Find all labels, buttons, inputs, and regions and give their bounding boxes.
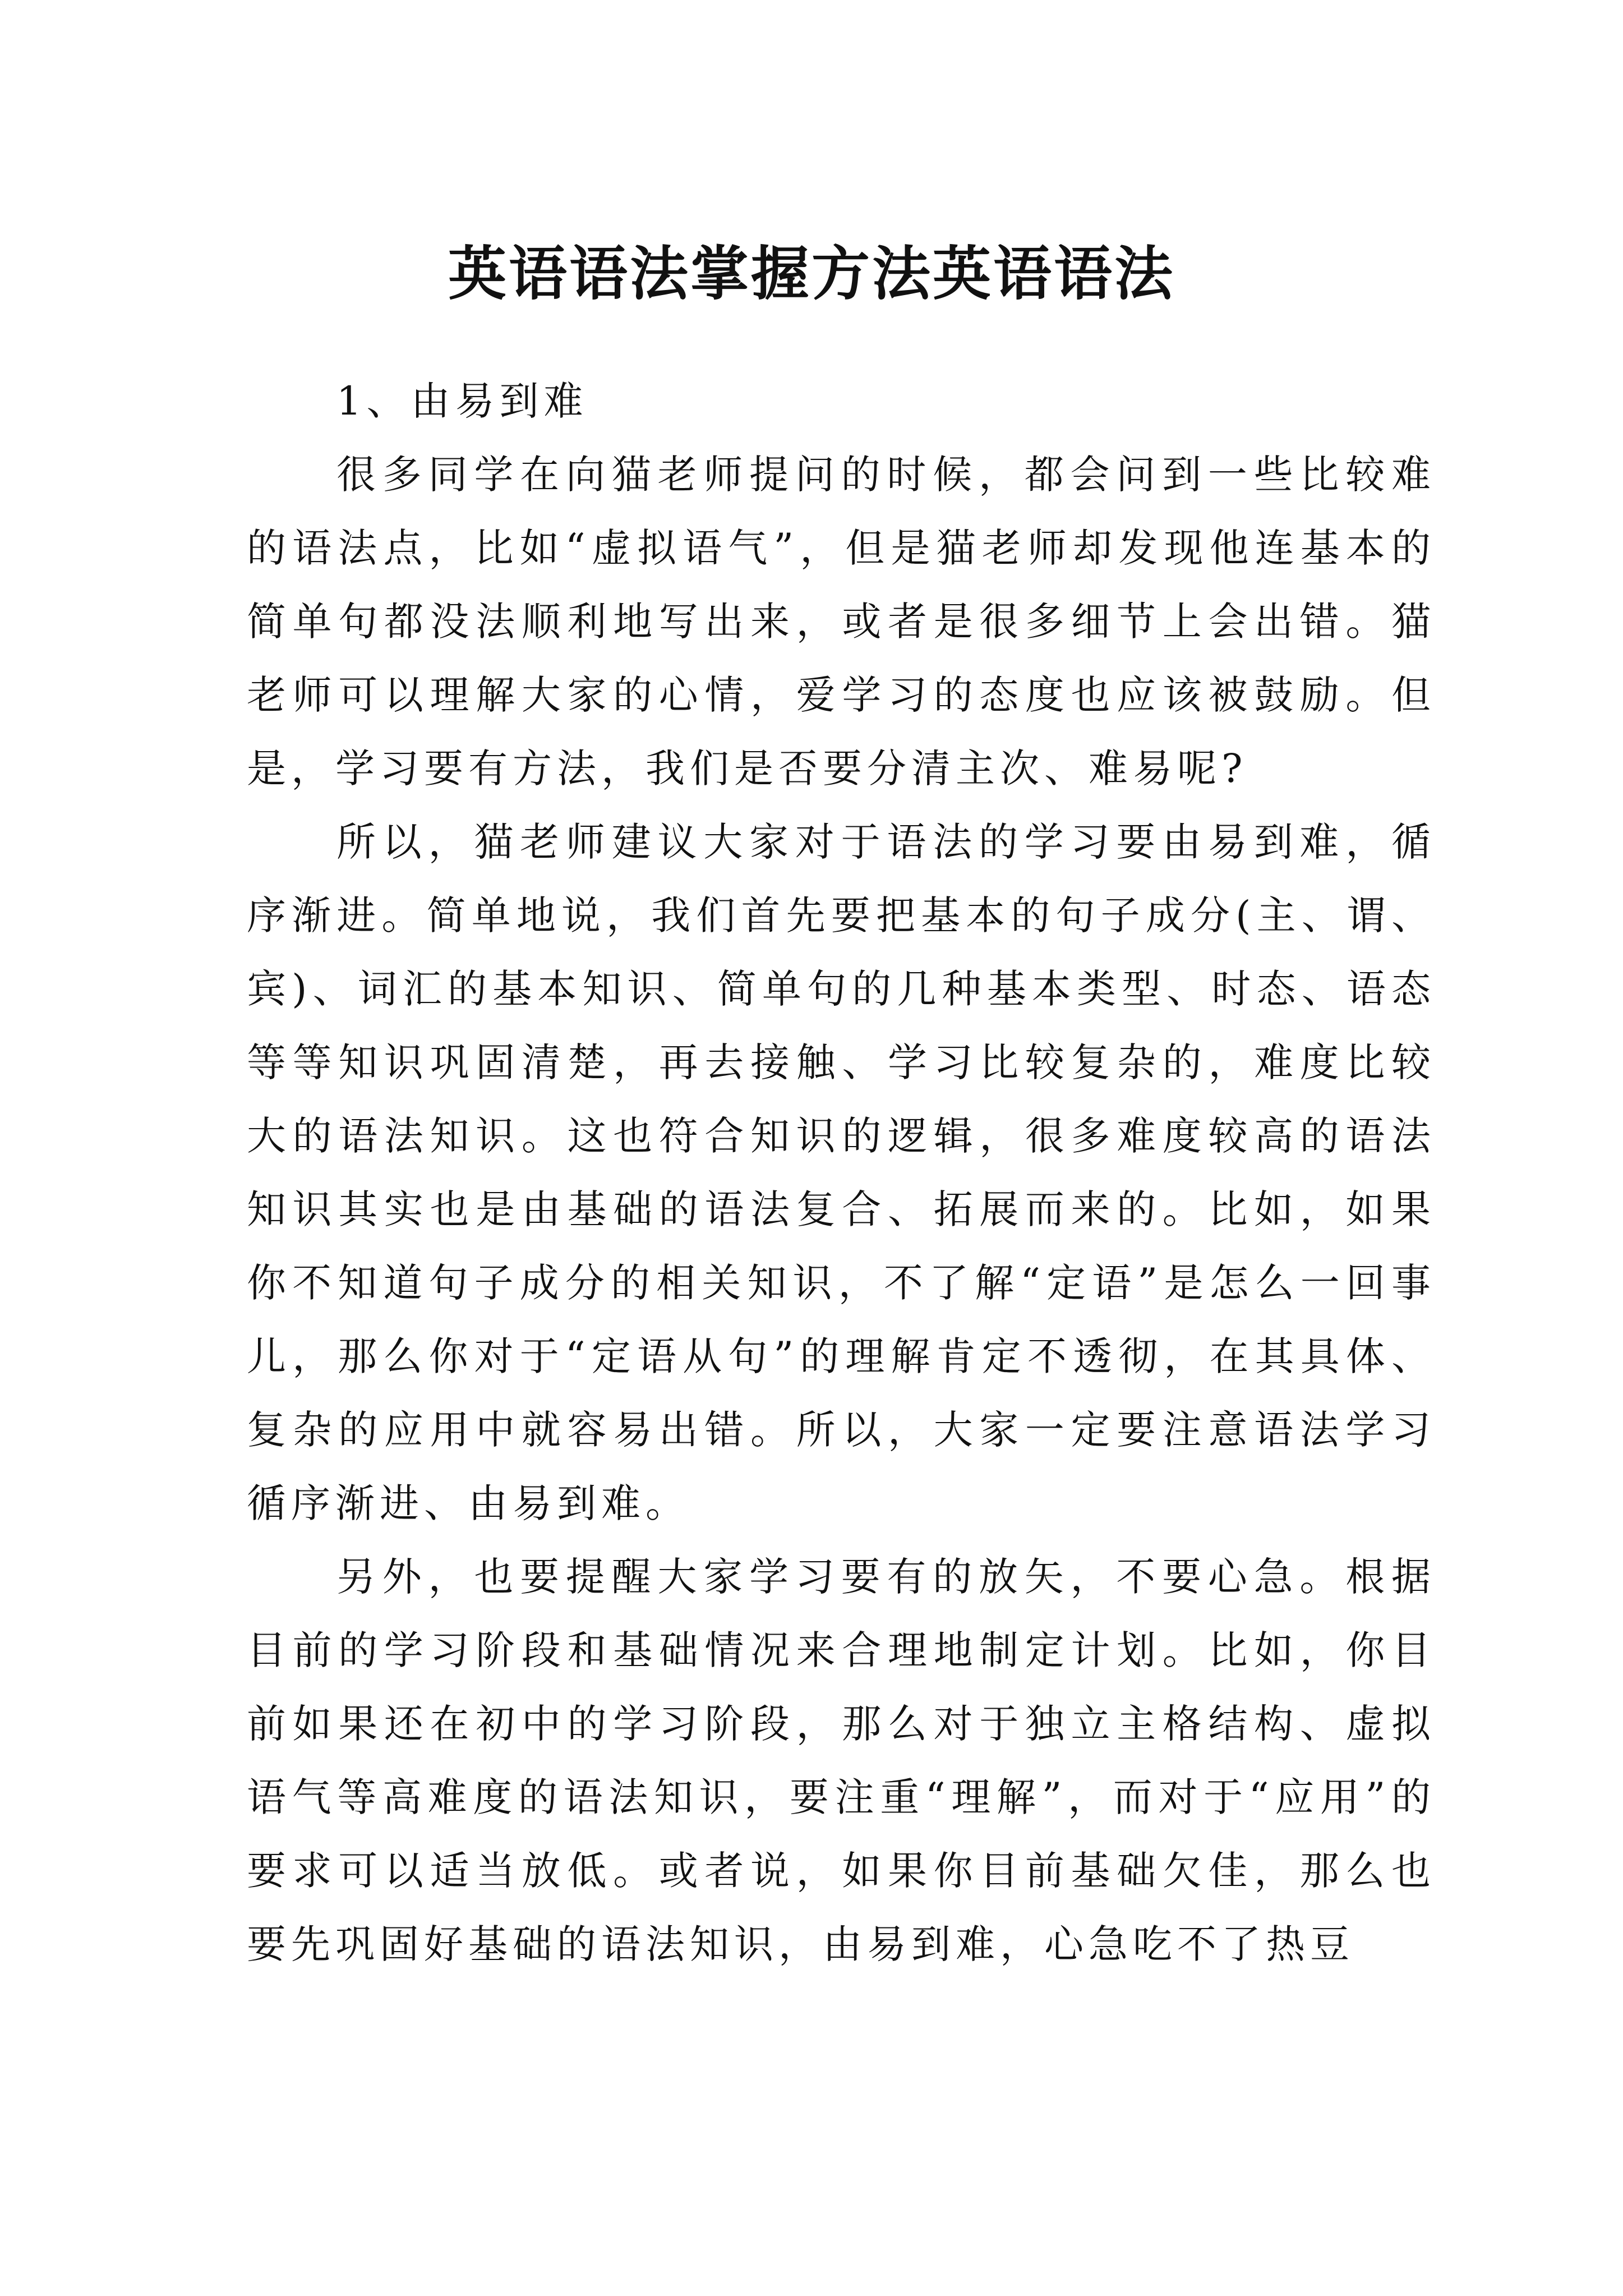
paragraph-2: 所以，猫老师建议大家对于语法的学习要由易到难，循序渐进。简单地说，我们首先要把基本的句子成分(主、谓、宾)、词汇的基本知识、简单句的几种基本类型、时态、语态等等知识巩固清楚，再去接触、学习比较复杂的，难度比较大的语法知识。这也符合知识的逻辑，很多难度较高的语法知识其实也是由基础的语法复合、拓展而来的。比如，如果你不知道句子成分的相关知识，不了解“定语”是怎么一回事儿，那么你对于“定语从句”的理解肯定不透彻，在其具体、复杂的应用中就容易出错。所以，大家一定要注意语法学习循序渐进、由易到难。: [247, 819, 1436, 1526]
section-heading: 1、由易到难: [336, 378, 588, 424]
paragraph-1: 很多同学在向猫老师提问的时候，都会问到一些比较难的语法点，比如“虚拟语气”，但是猫老师却发现他连基本的简单句都没法顺利地写出来，或者是很多细节上会出错。猫老师可以理解大家的心情，爱学习的态度也应该被鼓励。但是，学习要有方法，我们是否要分清主次、难易呢?: [247, 452, 1436, 792]
document-body: [247, 365, 1436, 1981]
paragraph-3: 另外，也要提醒大家学习要有的放矢，不要心急。根据目前的学习阶段和基础情况来合理地制定计划。比如，你目前如果还在初中的学习阶段，那么对于独立主格结构、虚拟语气等高难度的语法知识，要注重“理解”，而对于“应用”的要求可以适当放低。或者说，如果你目前基础欠佳，那么也要先巩固好基础的语法知识，由易到难，心急吃不了热豆: [247, 1554, 1436, 1967]
document-title: 英语语法掌握方法英语语法: [448, 238, 1175, 308]
